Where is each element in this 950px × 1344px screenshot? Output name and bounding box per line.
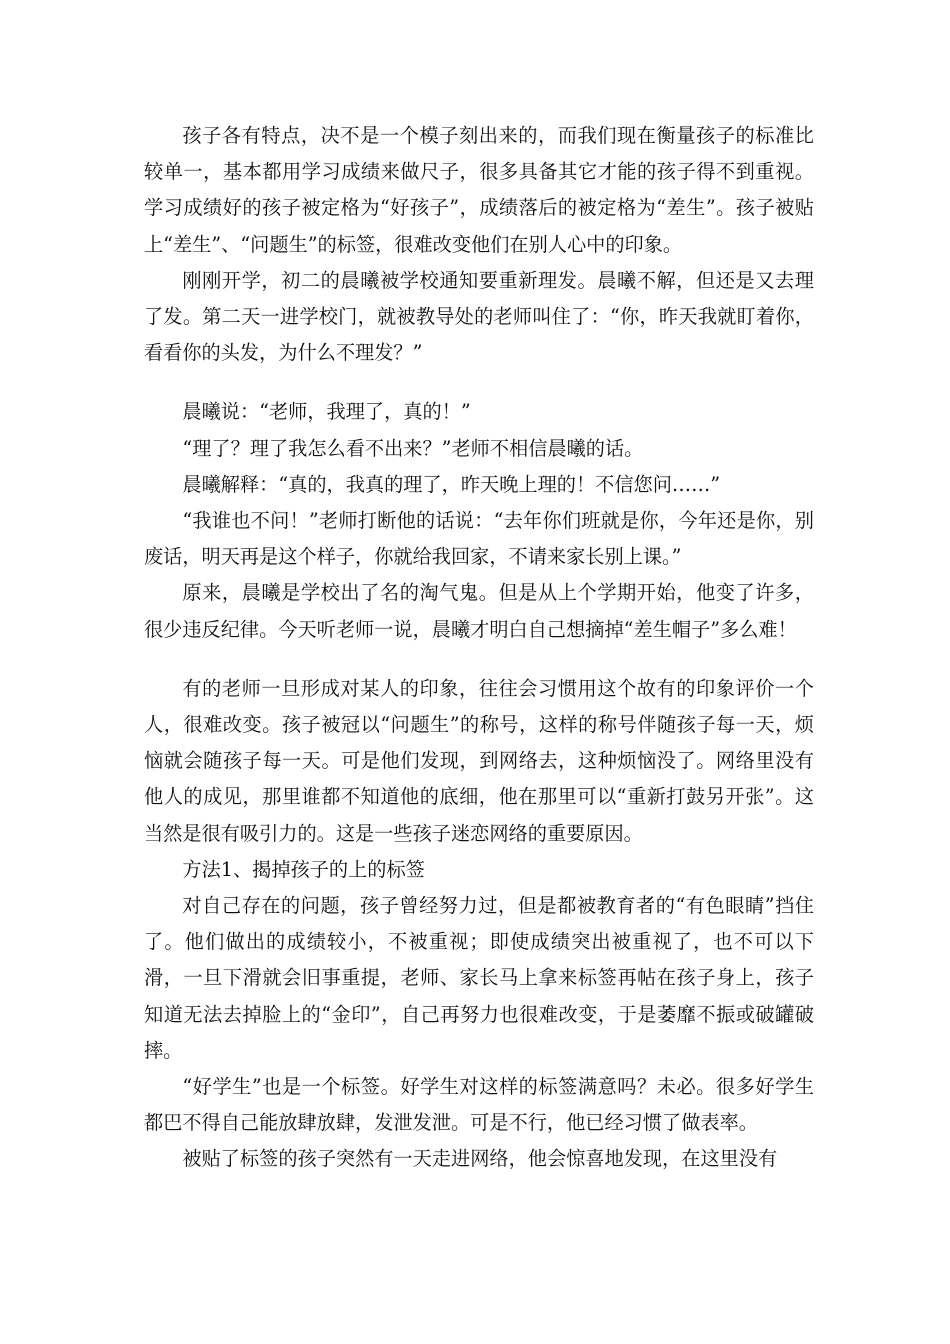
paragraph-intro: 孩子各有特点，决不是一个模子刻出来的，而我们现在衡量孩子的标准比较单一，基本都用学习成绩来做尺子，很多具备其它才能的孩子得不到重视。学习成绩好的孩子被定格为“好孩子”，成绩落后的被定格为“差生”。孩子被贴上“差生”、“问题生”的标签，很难改变他们在别人心中的印象。: [144, 124, 814, 256]
paragraph-method-1: 对自己存在的问题，孩子曾经努力过，但是都被教育者的“有色眼睛”挡住了。他们做出的成绩较小，不被重视；即使成绩突出被重视了，也不可以下滑，一旦下滑就会旧事重提，老师、家长马上拿来标签再帖在孩子身上，孩子知道无法去掉脸上的“金印”，自己再努力也很难改变，于是萎靡不振或破罐破摔。: [144, 894, 814, 1062]
paragraph-story-start: 刚刚开学，初二的晨曦被学校通知要重新理发。晨曦不解，但还是又去理了发。第二天一进学校门，就被教导处的老师叫住了：“你，昨天我就盯着你，看看你的头发，为什么不理发？”: [144, 268, 814, 365]
paragraph-dialogue-1: 晨曦说：“老师，我理了，真的！”: [182, 400, 471, 424]
method-heading: 方法1、揭掉孩子的上的标签: [182, 857, 425, 881]
paragraph-network: 被贴了标签的孩子突然有一天走进网络，他会惊喜地发现，在这里没有: [182, 1147, 778, 1171]
paragraph-story-end: 原来，晨曦是学校出了名的淘气鬼。但是从上个学期开始，他变了许多，很少违反纪律。今天听老师一说，晨曦才明白自己想摘掉“差生帽子”多么难！: [144, 581, 814, 641]
text-column: [144, 118, 814, 1178]
paragraph-good-student: “好学生”也是一个标签。好学生对这样的标签满意吗？未必。很多好学生都巴不得自己能放肆放肆，发泄发泄。可是不行，他已经习惯了做表率。: [144, 1075, 814, 1135]
paragraph-dialogue-4: “我谁也不问！”老师打断他的话说：“去年你们班就是你，今年还是你，别废话，明天再是这个样子，你就给我回家，不请来家长别上课。”: [144, 509, 814, 569]
paragraph-analysis: 有的老师一旦形成对某人的印象，往往会习惯用这个故有的印象评价一个人，很难改变。孩子被冠以“问题生”的称号，这样的称号伴随孩子每一天，烦恼就会随孩子每一天。可是他们发现，到网络去，这种烦恼没了。网络里没有他人的成见，那里谁都不知道他的底细，他在那里可以“重新打鼓另开张”。这当然是很有吸引力的。这是一些孩子迷恋网络的重要原因。: [144, 676, 814, 845]
paragraph-dialogue-3: 晨曦解释：“真的，我真的理了，昨天晚上理的！不信您问……”: [182, 472, 721, 496]
paragraph-dialogue-2: “理了？理了我怎么看不出来？”老师不相信晨曦的话。: [182, 436, 644, 460]
